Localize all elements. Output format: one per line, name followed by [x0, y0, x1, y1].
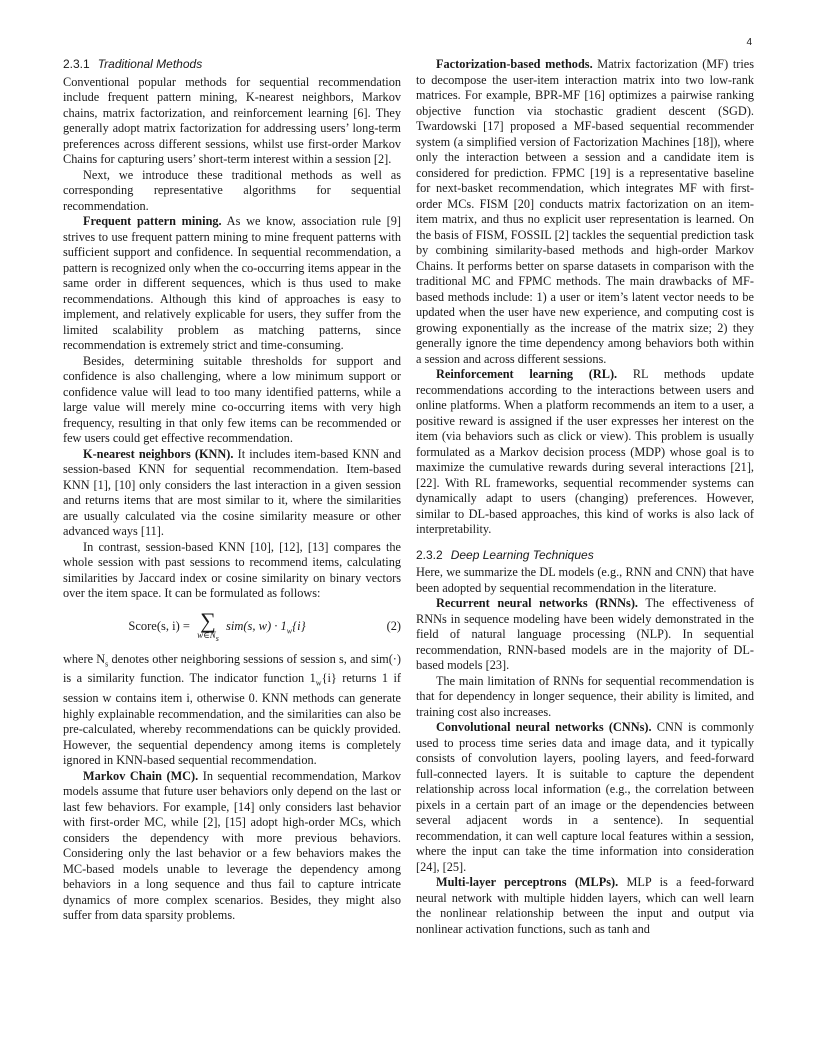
paragraph-dl: Here, we summarize the DL models (e.g., RNN and CNN) that have been adopted by sequential recommendation in the literature. — [416, 565, 754, 595]
equation-rhs: sim(s, w) · 1 — [226, 618, 287, 633]
knn-body: It includes item-based KNN and session-based KNN for sequential recommendation. Item-based KNN [1], [10] only considers the last interaction in a given session and returns items that are most similar to it, where the similarities are usually calculated via the cosine similarity measure or other advanced ways [11]. — [63, 446, 401, 538]
equation-number: (2) — [386, 618, 401, 633]
run-in-heading-rl: Reinforcement learning (RL). — [436, 367, 618, 381]
paragraph-contrast: In contrast, session-based KNN [10], [12], [13] compares the whole session with past sessions to recommend items, calculating similarities by Jaccard index or cosine similarity on binary vectors over the item space. It can be formulated as follows: — [63, 539, 401, 600]
paragraph-cnn — [416, 720, 754, 875]
paragraph-where: where $N_s$ denotes other neighboring sessions of session s, and sim(·) is a similarity function. The indicator function $1_w\{i\}$ returns 1 if session w contains item i, otherwise 0. KNN methods can generate highly explainable recommendation, and the similarities can also be pre-calculated, whereby recommendations can be quickly provided. However, the sequential dependency among items is completely ignored in KNN-based sequential recommendation. — [63, 651, 401, 768]
paragraph-knn — [63, 447, 401, 540]
rnn-body: The effectiveness of RNNs in sequence modeling have been widely demonstrated in the field of natural language processing (NLP). In sequential recommendation, RNN-based models are in the majority of DL-based models [23]. — [416, 596, 754, 672]
section-title: Traditional Methods — [97, 57, 203, 71]
summation: ∑ $w\in N_s$ — [197, 607, 219, 643]
equation-lhs: Score(s, i) = — [128, 618, 190, 633]
paragraph-mf — [416, 57, 754, 367]
summation-index: w∈N — [197, 629, 216, 640]
right-column — [416, 57, 754, 937]
cnn-body: CNN is commonly used to process time series data and image data, and it typically consists of convolution layers, pooling layers, and feed-forward full-connected layers. It is suitable to capture the dependent relationship across local information (e.g., the correlation between pixels in a certain part of an image or the dependencies between several adjacent words in a sentence). In sequential recommendation, it can well capture local features within a session, where the input can take the time information into consideration [24], [25]. — [416, 720, 754, 874]
paragraph-intro: Conventional popular methods for sequential recommendation include frequent pattern mining, K-nearest neighbors, Markov chains, matrix factorization, and reinforcement learning [6]. They generally adopt matrix factorization for addressing users’ long-term preferences across different sessions, whilst use first-order Markov Chains for capturing users’ short-term interest within a session [2]. — [63, 74, 401, 166]
paragraph-mc — [63, 769, 401, 924]
run-in-heading-cnn: Convolutional neural networks (CNNs). — [436, 720, 652, 734]
equation-2 — [63, 608, 401, 646]
paragraph-rl — [416, 367, 754, 538]
sigma-symbol: ∑ — [200, 607, 216, 633]
section-title: Deep Learning Techniques — [450, 547, 594, 562]
section-number: 2.3.1 — [63, 57, 90, 71]
run-in-heading-knn: K-nearest neighbors (KNN). — [83, 446, 234, 461]
paragraph-mlp — [416, 875, 754, 937]
section-heading-2-3-2 — [416, 548, 754, 564]
equation-body: Score(s, i) = ∑ $w\in N_s$ sim(s, $w) \cdot 1_w\{i\}$ — [128, 607, 306, 643]
paragraph-besides: Besides, determining suitable thresholds for support and confidence is also challenging, where a low minimum support or confidence value will lead to too many identified patterns, while a large value will merely mine co-occurring items with very high frequency, resulting in that only few items can be recommended or few users could get effective recommendation. — [63, 353, 401, 445]
mf-body: Matrix factorization (MF) tries to decompose the user-item interaction matrix into two low-rank matrices. For example, BPR-MF [16] optimizes a pairwise ranking objective function via stochastic gradient descent (SGD). Twardowski [17] proposed a MF-based sequential recommender system (a simplified version of Factorization Machines [18]), where only the interaction between a session and a candidate item is considered for prediction. FPMC [19] is a representative baseline for next-basket recommendation, which integrates MF with first-order MCs. FISM [20] conducts matrix factorization on an item-item matrix, and thus no explicit user representation is learned. On the basis of FISM, FOSSIL [2] tackles the sequential prediction task by combining similarity-based methods and high-order Markov Chains. It performs better on sparse datasets in comparison with the traditional MC and FPMC methods. The main drawbacks of MF-based methods include: 1) a user or item’s latent vector needs to be updated when the user have new experience, and computing cost is growing exponentially as the increase of the matrix size; 2) they generally ignore the time dependency among behaviors both within a session and across different sessions. — [416, 57, 754, 366]
mc-body: In sequential recommendation, Markov models assume that future user behaviors only depend on the last or last few behaviors. For example, [14] only considers last behavior with first-order MC, while [2], [15] adopt high-order MCs, which considers the dependency with more previous behaviors. Considering only the last behavior or a few behaviors makes the MC-based models unable to leverage the dependency among behaviors in a long sequence and thus fail to capture intricate dynamics of more complex scenarios. Besides, they might also suffer from data sparsity problems. — [63, 768, 401, 923]
paragraph-next: Next, we introduce these traditional methods as well as corresponding representative algorithms for sequential recommendation. — [63, 167, 401, 213]
run-in-heading-rnn: Recurrent neural networks (RNNs). — [436, 596, 638, 610]
run-in-heading-mlp: Multi-layer perceptrons (MLPs). — [436, 875, 619, 889]
run-in-heading-fpm: Frequent pattern mining. — [83, 214, 222, 228]
section-heading-2-3-1 — [63, 57, 401, 73]
rl-body: RL methods update recommendations according to the interactions between users and online platforms. When a platform recommends an item to a user, a positive reward is assigned if the user expresses her interest on the item (via behaviors such as click or view). This problem is usually formulated as a Markov decision process (MDP) whose goal is to maximize the cumulative rewards during several interactions [21], [22]. With RL frameworks, sequential recommender systems can dynamically adapt to users (changing) preferences. However, similar to DL-based approaches, this kind of works is also lack of interpretability. — [416, 367, 754, 536]
page-number: 4 — [746, 37, 752, 48]
run-in-heading-mc: Markov Chain (MC). — [83, 768, 199, 783]
paragraph-rnn — [416, 596, 754, 674]
fpm-body: As we know, association rule [9] strives to use frequent pattern mining to mine frequent patterns with sufficient support and confidence. In sequential recommendation, a pattern is recognized only when the co-occurring items appear in the same order in different sequences, which is thus used to make recommendations. Although this kind of approaches is easy to implement, and relatively explicable for users, they suffer from the limited scalability problem as matching patterns, since recommendation is extremely strict and time-consuming. — [63, 214, 401, 352]
left-column — [63, 57, 401, 924]
section-number: 2.3.2 — [416, 547, 443, 562]
run-in-heading-mf: Factorization-based methods. — [436, 57, 593, 71]
paragraph-rnn-limitation: The main limitation of RNNs for sequential recommendation is that for dependency in longer sequence, their ability is limited, and training cost also increases. — [416, 673, 754, 719]
mlp-body: MLP is a feed-forward neural network with multiple hidden layers, which can well learn the nonlinear relationship between the input and output via nonlinear activation functions, such as tanh and — [416, 875, 754, 936]
paragraph-fpm — [63, 214, 401, 354]
